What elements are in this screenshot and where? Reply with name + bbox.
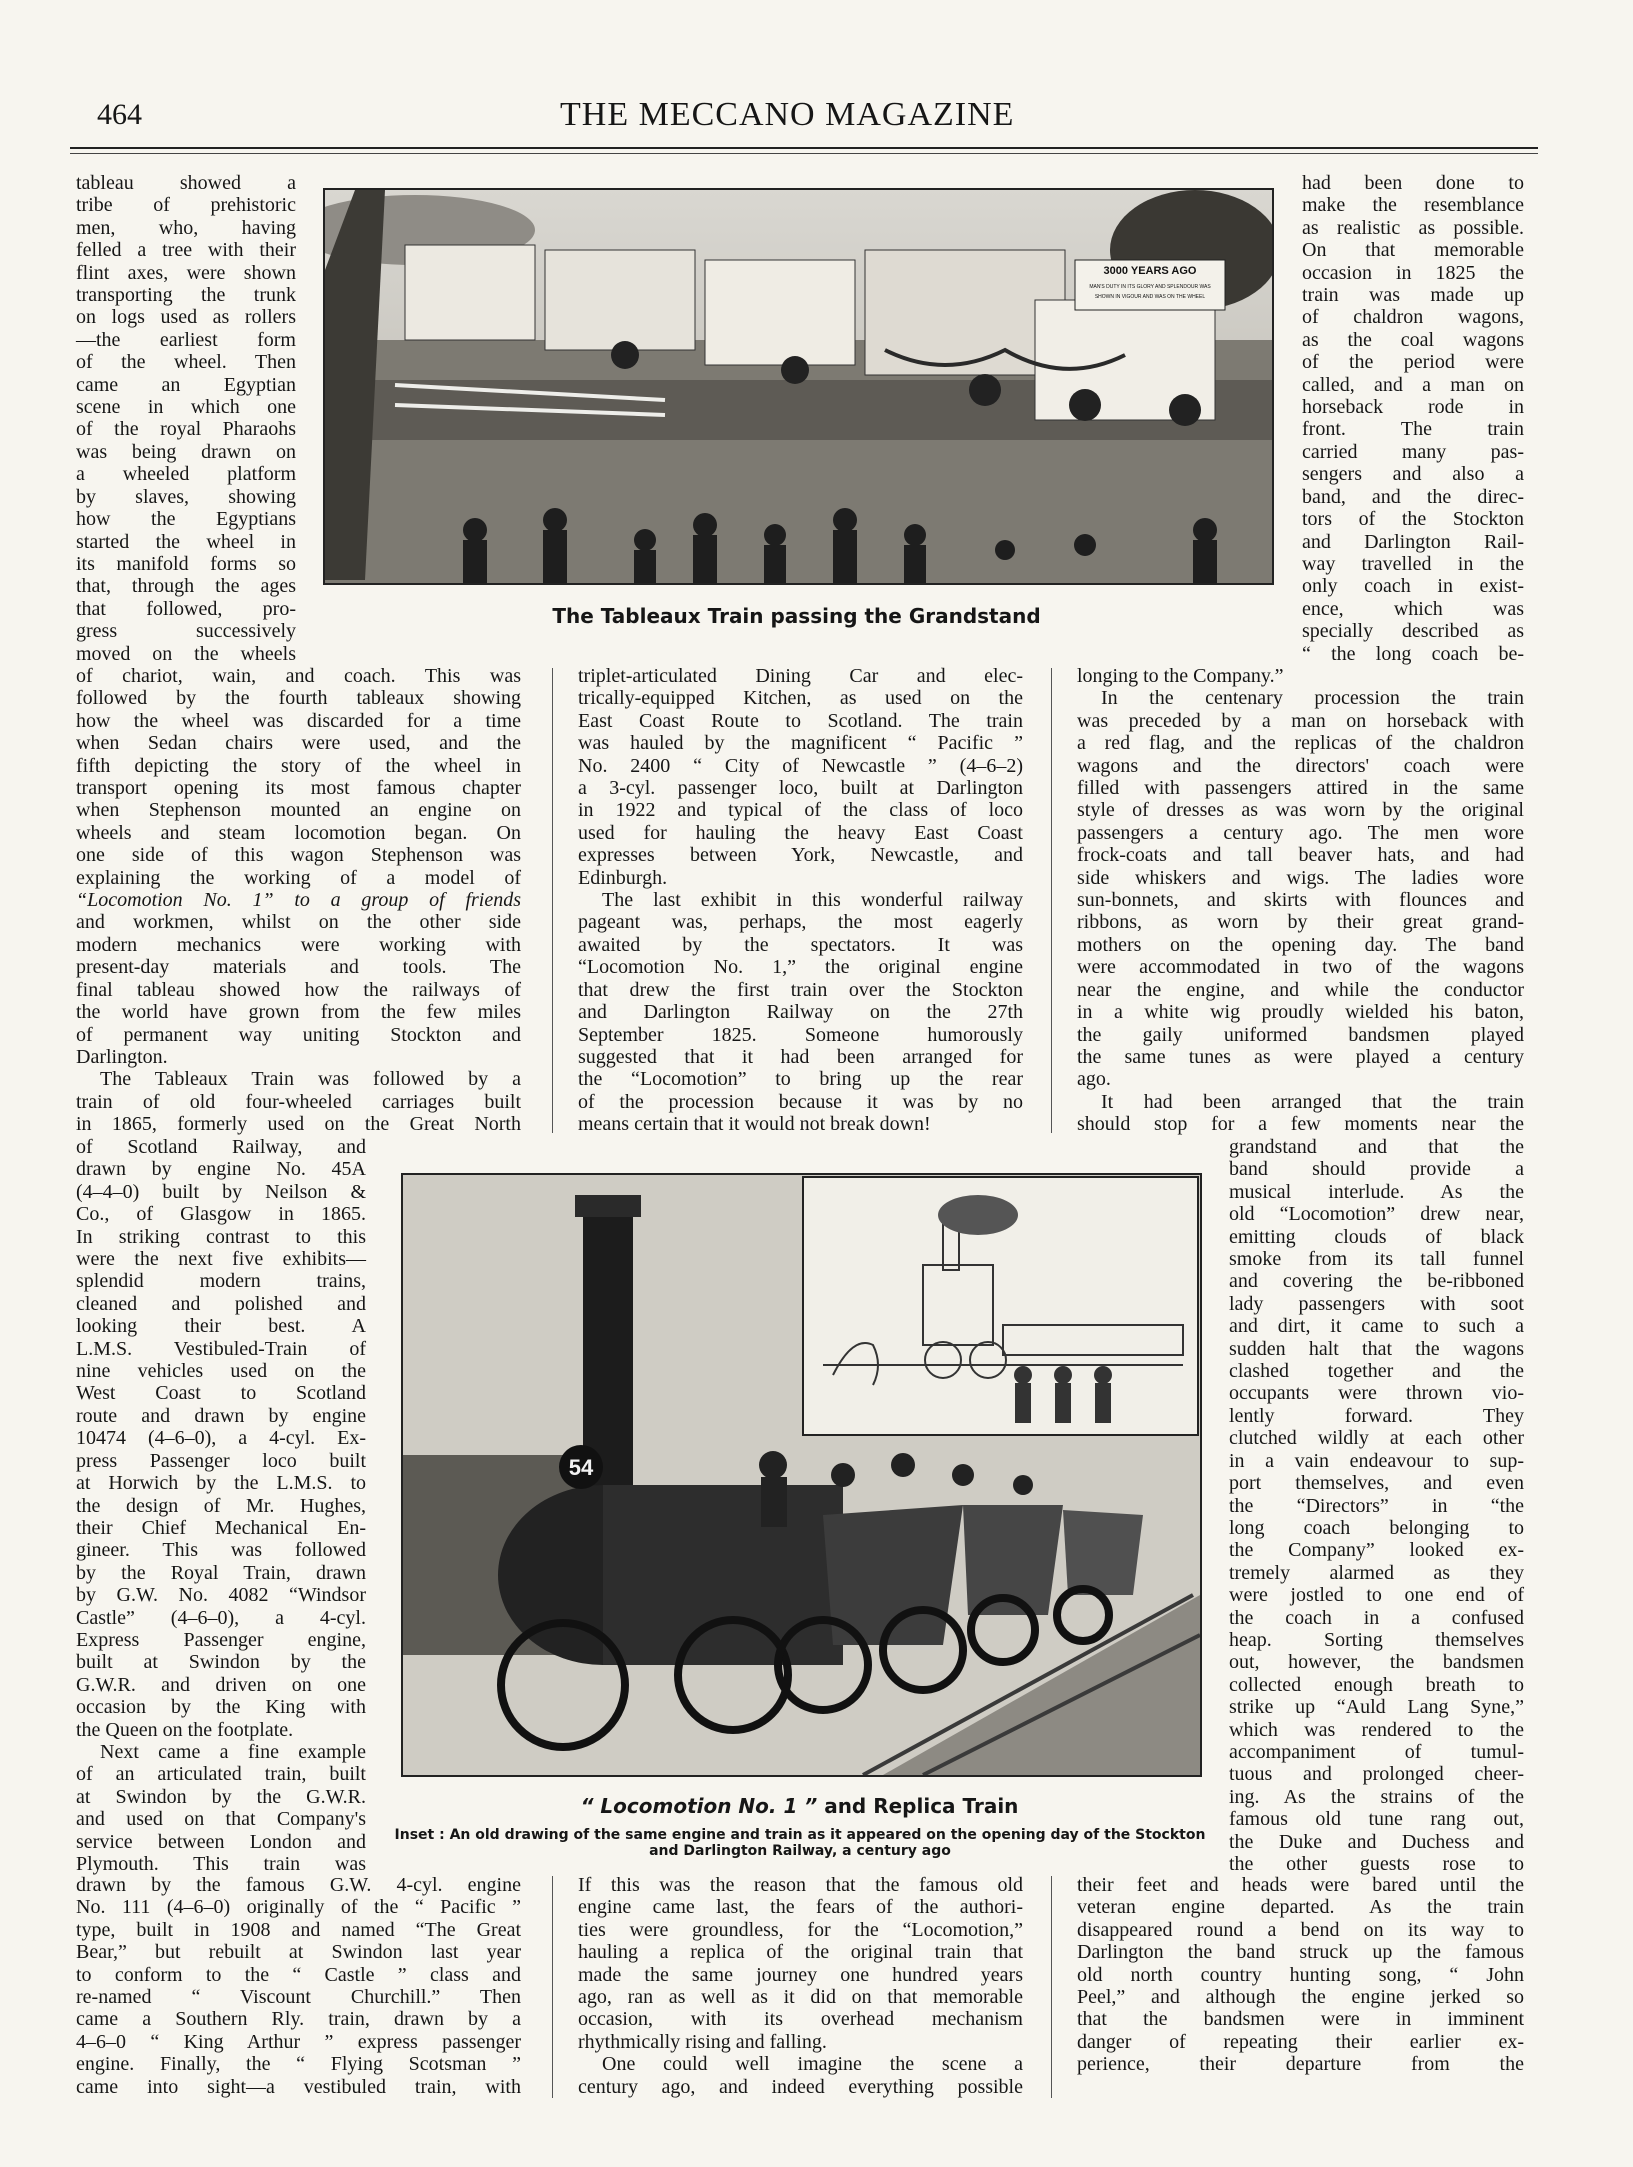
text-line: tableau showed a [76,172,296,194]
text-line: pageant was, perhaps, the most eagerly [578,911,1023,934]
text-line: engine came last, the fears of the authori- [578,1896,1023,1919]
text-line: accompaniment of tumul- [1229,1740,1524,1763]
text-line: one side of this wagon Stephenson was [76,844,521,867]
text-line: the Company” looked ex- [1229,1539,1524,1562]
text-line: occasion in 1825 the [1302,261,1524,284]
text-line: horseback rode in [1302,396,1524,419]
text-line: were the next five exhibits— [76,1248,366,1271]
text-line: modern mechanics were working with [76,933,521,956]
text-line: occupants were thrown vio- [1229,1382,1524,1405]
text-line: The last exhibit in this wonderful railway [602,889,1023,912]
text-line: nine vehicles used on the [76,1360,366,1383]
text-line: flint axes, were shown [76,261,296,284]
text-line: “Locomotion No. 1” to a group of friends [76,889,521,912]
text-line: the “Directors” in “the [1229,1494,1524,1517]
text-line: press Passenger loco built [76,1449,366,1472]
text-line: emitting clouds of black [1229,1225,1524,1248]
text-line: longing to the Company.” [1077,665,1284,687]
text-line: L.M.S. Vestibuled-Train of [76,1337,366,1360]
text-line: the gaily uniformed bandsmen played [1077,1023,1524,1046]
text-line: sun-bonnets, and skirts with flounces and [1077,889,1524,912]
text-line: re-named “ Viscount Churchill.” Then [76,1986,521,2009]
text-line: sudden halt that the wagons [1229,1337,1524,1360]
text-line: how the Egyptians [76,508,296,531]
text-line: and workmen, whilst on the other side [76,911,521,934]
text-line: old “Locomotion” drew near, [1229,1203,1524,1226]
text-line: musical interlude. As the [1229,1180,1524,1203]
text-line: century ago, and indeed everything possible [578,2075,1023,2098]
text-line: hauling a replica of the original train that [578,1941,1023,1964]
text-line: Co., of Glasgow in 1865. [76,1203,366,1226]
text-line: transporting the trunk [76,284,296,307]
text-line: (4–4–0) built by Neilson & [76,1180,366,1203]
caption-replica-train: and Replica Train [817,1794,1019,1818]
inset-caption-line-1: Inset : An old drawing of the same engine and train as it appeared on the opening day of the Stockton [394,1827,1206,1843]
text-line: disappeared round a bend on its way to [1077,1918,1524,1941]
text-line: passengers a century ago. The men wore [1077,821,1524,844]
text-line: and dirt, it came to such a [1229,1315,1524,1338]
text-line: In striking contrast to this [76,1225,366,1248]
text-line: splendid modern trains, [76,1270,366,1293]
text-line: ing. As the strains of the [1229,1785,1524,1808]
text-line: by the Royal Train, drawn [76,1561,366,1584]
text-line: came an Egyptian [76,373,296,396]
text-line: that, through the ages [76,575,296,598]
column-rule-left [552,668,553,1133]
locomotion-photo [401,1173,1202,1777]
text-line: awaited by the spectators. It was [578,933,1023,956]
text-line: moved on the wheels [76,642,296,665]
text-line: “Locomotion No. 1,” the original engine [578,956,1023,979]
text-line: drawn by engine No. 45A [76,1158,366,1181]
text-line: how the wheel was discarded for a time [76,709,521,732]
text-line: cleaned and polished and [76,1292,366,1315]
text-line: felled a tree with their [76,239,296,262]
text-line: Darlington. [76,1045,168,1068]
text-line: in a white wig proudly wielded his baton, [1077,1001,1524,1024]
text-line: East Coast Route to Scotland. The train [578,709,1023,732]
text-line: as realistic as possible. [1302,216,1524,239]
text-line: specially described as [1302,620,1524,643]
text-line: style of dresses as was worn by the original [1077,799,1524,822]
text-line: that drew the first train over the Stockton [578,978,1023,1001]
text-line: the Queen on the footplate. [76,1718,294,1741]
text-line: occasion by the King with [76,1696,366,1719]
text-line: veteran engine departed. As the train [1077,1896,1524,1919]
bottom-photo-caption [401,1794,1198,1818]
text-line: the design of Mr. Hughes, [76,1494,366,1517]
header-rule [70,147,1538,149]
text-line: transport opening its most famous chapter [76,777,521,800]
caption-locomotion-title: “ Locomotion No. 1 ” [580,1794,818,1818]
text-line: men, who, having [76,216,296,239]
text-line: by slaves, showing [76,485,296,508]
text-line: when Stephenson mounted an engine on [76,799,521,822]
text-line: expresses between York, Newcastle, and [578,844,1023,867]
text-line: September 1825. Someone humorously [578,1023,1023,1046]
text-line: that followed, pro- [76,597,296,620]
text-line: tribe of prehistoric [76,194,296,217]
text-line: were jostled to one end of [1229,1584,1524,1607]
text-line: at Swindon by the G.W.R. [76,1785,366,1808]
text-line: out, however, the bandsmen [1229,1651,1524,1674]
text-line: tuous and prolonged cheer- [1229,1763,1524,1786]
text-line: grandstand and that the [1229,1136,1524,1158]
text-line: ago. [1077,1068,1111,1091]
text-right-lower [1229,1136,1524,1875]
locomotion-illustration [403,1175,1200,1775]
text-line: called, and a man on [1302,373,1524,396]
text-line: Next came a fine example [100,1740,366,1763]
text-line: of the procession because it was by no [578,1090,1023,1113]
text-line: ribbons, as worn by their great grand- [1077,911,1524,934]
text-line: way travelled in the [1302,552,1524,575]
text-line: suggested that it had been arranged for [578,1045,1023,1068]
text-line: at Horwich by the L.M.S. to [76,1472,366,1495]
text-line: If this was the reason that the famous old [578,1874,1023,1896]
text-line: only coach in exist- [1302,575,1524,598]
top-photo-caption: The Tableaux Train passing the Grandstand [552,604,1041,628]
text-right-top [1302,172,1524,665]
text-line: present-day materials and tools. The [76,956,521,979]
text-line: a 3-cyl. passenger loco, built at Darlington [578,777,1023,800]
text-line: engine. Finally, the “ Flying Scotsman ” [76,2053,521,2076]
text-line: in a vain endeavour to sup- [1229,1449,1524,1472]
text-line: final tableau showed how the railways of [76,978,521,1001]
text-line: clutched wildly at each other [1229,1427,1524,1450]
tableaux-train-photo [323,188,1274,585]
magazine-title: THE MECCANO MAGAZINE [560,96,1015,133]
text-line: heap. Sorting themselves [1229,1628,1524,1651]
text-line: 10474 (4–6–0), a 4-cyl. Ex- [76,1427,366,1450]
text-line: band should provide a [1229,1158,1524,1181]
text-line: mothers on the opening day. The band [1077,933,1524,956]
text-line: route and drawn by engine [76,1404,366,1427]
text-line: tors of the Stockton [1302,508,1524,531]
text-line: of chaldron wagons, [1302,306,1524,329]
text-line: the other guests rose to [1229,1853,1524,1875]
text-line: Castle” (4–6–0), a 4-cyl. [76,1606,366,1629]
text-line: smoke from its tall funnel [1229,1248,1524,1271]
column-rule-left-lower [552,1876,553,2098]
text-line: followed by the fourth tableaux showing [76,687,521,710]
text-line: which was rendered to the [1229,1718,1524,1741]
text-line: built at Swindon by the [76,1651,366,1674]
text-line: was being drawn on [76,440,296,463]
text-line: used for hauling the heavy East Coast [578,821,1023,844]
text-line: lently forward. They [1229,1404,1524,1427]
text-line: its manifold forms so [76,552,296,575]
text-line: their Chief Mechanical En- [76,1516,366,1539]
text-line: Peel,” and although the engine jerked so [1077,1986,1524,2009]
text-line: Plymouth. This train was [76,1853,366,1875]
text-line: scene in which one [76,396,296,419]
text-line: explaining the working of a model of [76,866,521,889]
text-line: in 1865, formerly used on the Great North [76,1113,521,1136]
text-line: band, and the direc- [1302,485,1524,508]
text-line: sengers and also a [1302,463,1524,486]
text-line: the “Locomotion” to bring up the rear [578,1068,1023,1091]
text-line: side whiskers and wigs. The ladies wore [1077,866,1524,889]
text-line: and Darlington Railway on the 27th [578,1001,1023,1024]
tableaux-train-illustration [325,190,1272,583]
text-line: a wheeled platform [76,463,296,486]
text-left-mid [76,665,521,1136]
text-line: made the same journey one hundred years [578,1963,1023,1986]
text-line: G.W.R. and driven on one [76,1673,366,1696]
text-line: fifth depicting the story of the wheel in [76,754,521,777]
text-line: lady passengers with soot [1229,1292,1524,1315]
text-line: frock-coats and tall beaver hats, and had [1077,844,1524,867]
text-line: In the centenary procession the train [1101,687,1524,710]
text-line: looking their best. A [76,1315,366,1338]
text-line: in 1922 and typical of the class of loco [578,799,1023,822]
engine-number: 54 [568,1455,594,1480]
text-line: type, built in 1908 and named “The Great [76,1918,521,1941]
text-line: the coach in a confused [1229,1606,1524,1629]
text-line: clashed together and the [1229,1360,1524,1383]
text-line: and covering the be-ribboned [1229,1270,1524,1293]
text-line: ago, ran as well as it did on that memorable [578,1986,1023,2009]
inset-caption-line-2: and Darlington Railway, a century ago [649,1843,951,1859]
column-rule-right-lower [1051,1876,1052,2098]
text-line: tremely alarmed as they [1229,1561,1524,1584]
sign-line-1: 3000 YEARS AGO [1103,265,1197,277]
text-line: was hauled by the magnificent “ Pacific ” [578,732,1023,755]
text-line: strike up “Auld Lang Syne,” [1229,1696,1524,1719]
text-line: of permanent way uniting Stockton and [76,1023,521,1046]
text-line: triplet-articulated Dining Car and elec- [578,665,1023,687]
text-line: It had been arranged that the train [1101,1090,1524,1113]
text-line: The Tableaux Train was followed by a [100,1068,521,1091]
text-line: their feet and heads were bared until the [1077,1874,1524,1896]
text-line: rhythmically rising and falling. [578,2030,827,2053]
text-line: filled with passengers attired in the same [1077,777,1524,800]
text-line: of Scotland Railway, and [76,1136,366,1158]
text-line: train of old four-wheeled carriages built [76,1090,521,1113]
text-line: on logs used as rollers [76,306,296,329]
text-left-top [76,172,296,665]
text-line: No. 2400 “ City of Newcastle ” (4–6–2) [578,754,1023,777]
text-line: the Duke and Duchess and [1229,1830,1524,1853]
text-line: and used on that Company's [76,1808,366,1831]
text-line: West Coast to Scotland [76,1382,366,1405]
text-line: ties were groundless, for the “Locomotion,” [578,1918,1023,1941]
text-line: train was made up [1302,284,1524,307]
text-line: a red flag, and the replicas of the chaldron [1077,732,1524,755]
text-line: had been done to [1302,172,1524,194]
text-line: make the resemblance [1302,194,1524,217]
text-line: Express Passenger engine, [76,1628,366,1651]
text-line: of the royal Pharaohs [76,418,296,441]
text-line: by G.W. No. 4082 “Windsor [76,1584,366,1607]
text-line: came into sight—a vestibuled train, with [76,2075,521,2098]
text-line: 4–6–0 “ King Arthur ” express passenger [76,2030,521,2053]
text-line: of the period were [1302,351,1524,374]
text-line: wagons and the directors' coach were [1077,754,1524,777]
text-line: gineer. This was followed [76,1539,366,1562]
text-line: —the earliest form [76,328,296,351]
text-line: service between London and [76,1830,366,1853]
text-line: perience, their departure from the [1077,2053,1524,2076]
text-left-lower [76,1136,366,1875]
text-line: port themselves, and even [1229,1472,1524,1495]
sign-line-3: SHOWN IN VIGOUR AND WAS ON THE WHEEL [1094,294,1206,300]
text-line: Bear,” but rebuilt at Swindon last year [76,1941,521,1964]
header-rule-thin [70,153,1538,154]
text-left-bottom [76,1874,521,2098]
text-line: the same tunes as were played a century [1077,1045,1524,1068]
text-line: that the bandsmen were in imminent [1077,2008,1524,2031]
text-line: old north country hunting song, “ John [1077,1963,1524,1986]
text-line: carried many pas- [1302,440,1524,463]
text-line: as the coal wagons [1302,328,1524,351]
text-line: Edinburgh. [578,866,668,889]
text-line: wheels and steam locomotion began. On [76,821,521,844]
text-line: were accommodated in two of the wagons [1077,956,1524,979]
text-line: front. The train [1302,418,1524,441]
text-line: No. 111 (4–6–0) originally of the “ Pacific ” [76,1896,521,1919]
sign-line-2: MAN'S DUTY IN ITS GLORY AND SPLENDOUR WAS [1089,284,1211,290]
text-line: means certain that it would not break down! [578,1113,931,1136]
text-middle-bottom [578,1874,1023,2098]
text-line: started the wheel in [76,530,296,553]
text-line: collected enough breath to [1229,1673,1524,1696]
text-line: near the engine, and while the conductor [1077,978,1524,1001]
text-line: was preceded by a man on horseback with [1077,709,1524,732]
text-line: to conform to the “ Castle ” class and [76,1963,521,1986]
text-line: famous old tune rang out, [1229,1808,1524,1831]
text-line: of an articulated train, built [76,1763,366,1786]
text-middle-top [578,665,1023,1136]
text-right-bottom [1077,1874,1524,2076]
text-line: of chariot, wain, and coach. This was [76,665,521,687]
text-line: long coach belonging to [1229,1516,1524,1539]
text-line: the world have grown from the few miles [76,1001,521,1024]
text-line: when Sedan chairs were used, and the [76,732,521,755]
text-line: occasion, with its overhead mechanism [578,2008,1023,2031]
text-line: trically-equipped Kitchen, as used on the [578,687,1023,710]
text-line: ence, which was [1302,597,1524,620]
text-line: drawn by the famous G.W. 4-cyl. engine [76,1874,521,1896]
text-right-mid [1077,665,1524,1136]
text-line: On that memorable [1302,239,1524,262]
text-line: came a Southern Rly. train, drawn by a [76,2008,521,2031]
column-rule-right [1051,668,1052,1133]
text-line: Darlington the band struck up the famous [1077,1941,1524,1964]
text-line: and Darlington Rail- [1302,530,1524,553]
text-line: “ the long coach be- [1302,642,1524,665]
text-line: should stop for a few moments near the [1077,1113,1524,1136]
page-number: 464 [97,98,142,131]
text-line: gress successively [76,620,296,643]
text-line: danger of repeating their earlier ex- [1077,2030,1524,2053]
text-line: One could well imagine the scene a [602,2053,1023,2076]
text-line: of the wheel. Then [76,351,296,374]
